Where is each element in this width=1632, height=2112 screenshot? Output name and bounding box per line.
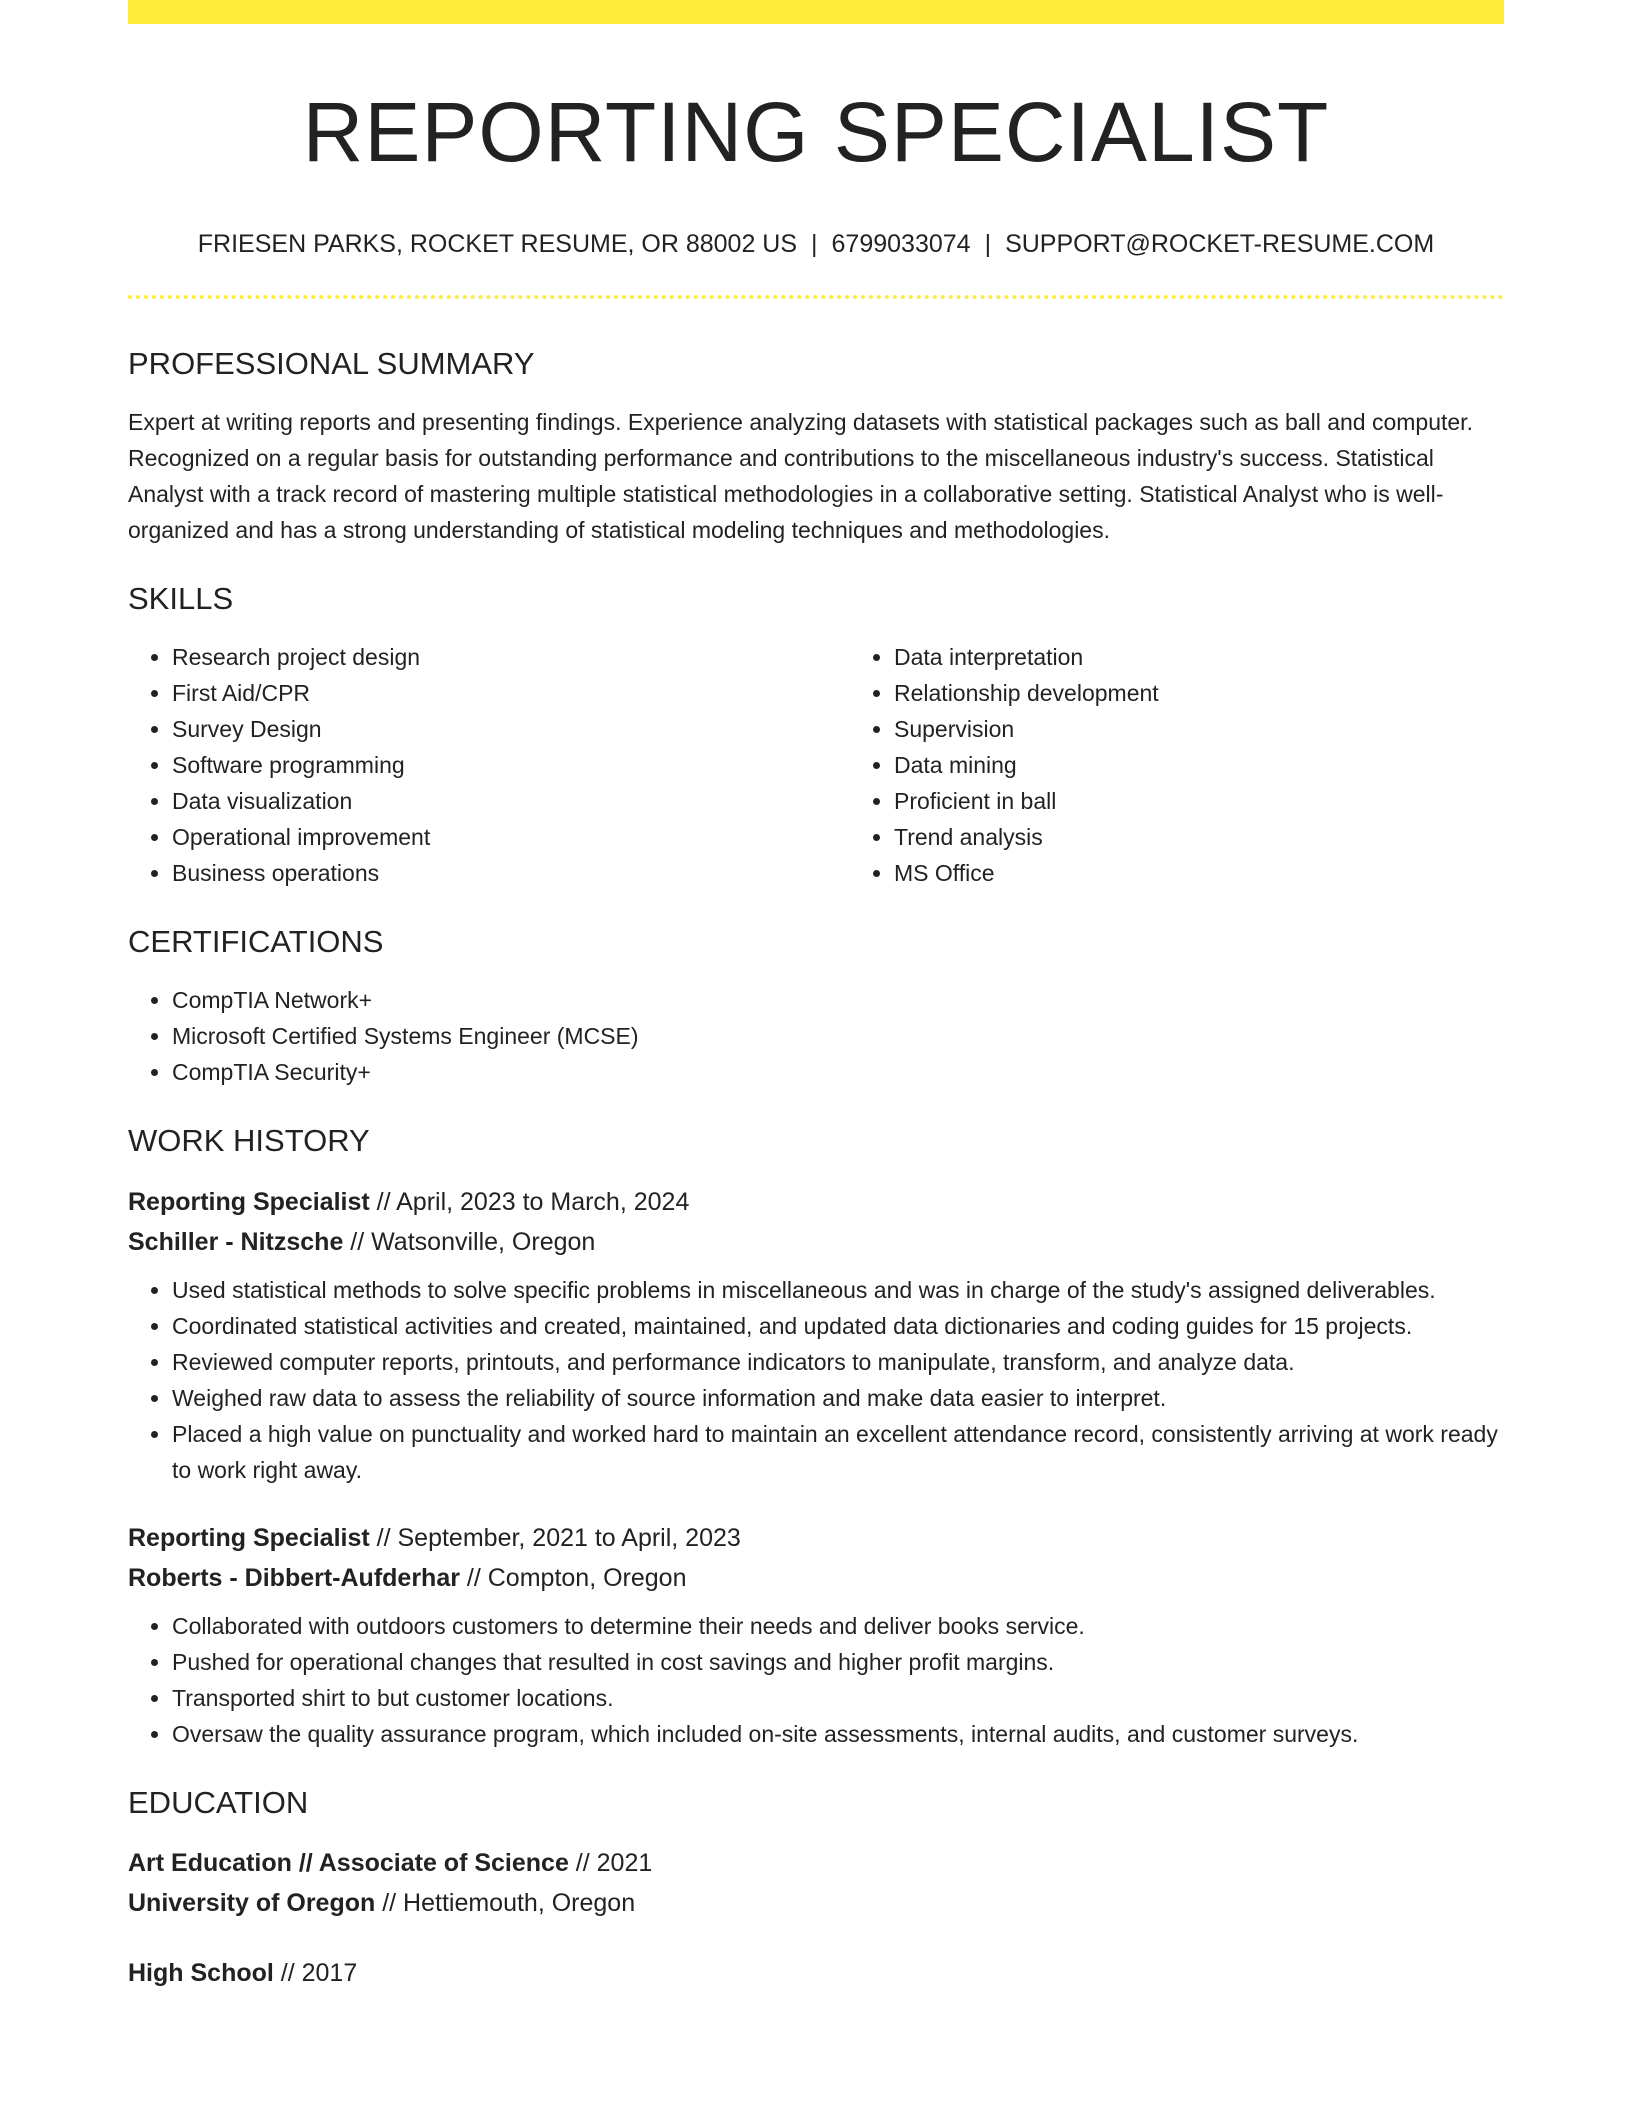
certification-item: • CompTIA Security+ bbox=[172, 1054, 1504, 1090]
job-entry bbox=[128, 1182, 1504, 1488]
education-entry bbox=[128, 1953, 1504, 1993]
resume-name-title: REPORTING SPECIALIST bbox=[302, 85, 1330, 179]
job-bullet: • Transported shirt to but customer locations. bbox=[172, 1680, 1504, 1716]
job-role: Reporting Specialist bbox=[128, 1523, 370, 1552]
skill-item: • Research project design bbox=[172, 639, 850, 675]
skill-item: • Data mining bbox=[894, 747, 1504, 783]
education-location: // Hettiemouth, Oregon bbox=[375, 1888, 636, 1917]
job-bullet: • Coordinated statistical activities and created, maintained, and updated data dictionaries and coding guides for 15 projects. bbox=[172, 1308, 1504, 1344]
job-company: Schiller - Nitzsche bbox=[128, 1227, 344, 1256]
education-heading: EDUCATION bbox=[128, 1784, 309, 1820]
skill-item: • MS Office bbox=[894, 855, 1504, 891]
skill-item: • Data interpretation bbox=[894, 639, 1504, 675]
work-history-section bbox=[128, 1122, 1504, 1751]
work-history-heading: WORK HISTORY bbox=[128, 1123, 370, 1159]
skills-columns bbox=[128, 639, 1504, 891]
job-dates: // September, 2021 to April, 2023 bbox=[369, 1523, 741, 1552]
job-company-line bbox=[128, 1222, 1504, 1262]
skill-item: • Business operations bbox=[172, 855, 850, 891]
job-role-line bbox=[128, 1518, 1504, 1558]
certification-item: • CompTIA Network+ bbox=[172, 982, 1504, 1018]
skill-item: • Proficient in ball bbox=[894, 783, 1504, 819]
skill-item: • Operational improvement bbox=[172, 819, 850, 855]
job-bullet: • Used statistical methods to solve specific problems in miscellaneous and was in charge of the study's assigned deliverables. bbox=[172, 1272, 1504, 1308]
dotted-divider bbox=[128, 295, 1504, 299]
education-year: // 2021 bbox=[568, 1848, 653, 1877]
contact-line bbox=[128, 229, 1504, 259]
job-bullets bbox=[128, 1272, 1504, 1488]
skill-item: • Supervision bbox=[894, 711, 1504, 747]
skill-item: • First Aid/CPR bbox=[172, 675, 850, 711]
job-role-line bbox=[128, 1182, 1504, 1222]
summary-heading: PROFESSIONAL SUMMARY bbox=[128, 345, 535, 381]
certifications-list bbox=[128, 982, 1504, 1090]
skill-item: • Data visualization bbox=[172, 783, 850, 819]
job-location: // Watsonville, Oregon bbox=[343, 1227, 596, 1256]
certifications-heading: CERTIFICATIONS bbox=[128, 924, 384, 960]
skills-heading: SKILLS bbox=[128, 580, 234, 616]
contact-separator: | bbox=[811, 229, 818, 258]
skills-list-right bbox=[850, 639, 1504, 891]
job-bullet: • Oversaw the quality assurance program, which included on-site assessments, internal audits, and customer surveys. bbox=[172, 1716, 1504, 1752]
education-degree: High School bbox=[128, 1958, 274, 1987]
job-bullet: • Reviewed computer reports, printouts, and performance indicators to manipulate, transform, and analyze data. bbox=[172, 1344, 1504, 1380]
job-bullet: • Weighed raw data to assess the reliability of source information and make data easier to interpret. bbox=[172, 1380, 1504, 1416]
resume-page bbox=[128, 0, 1504, 1993]
accent-top-bar bbox=[128, 0, 1504, 24]
contact-separator: | bbox=[984, 229, 992, 258]
job-location: // Compton, Oregon bbox=[459, 1563, 687, 1592]
contact-phone[interactable]: 6799033074 bbox=[831, 229, 971, 258]
education-degree: Art Education // Associate of Science bbox=[128, 1848, 569, 1877]
job-company-line bbox=[128, 1558, 1504, 1598]
job-bullet: • Placed a high value on punctuality and worked hard to maintain an excellent attendance record, consistently arriving at work ready to work right away. bbox=[172, 1416, 1504, 1488]
summary-text: Expert at writing reports and presenting findings. Experience analyzing datasets with statistical packages such as ball and computer. Recognized on a regular basis for outstanding performance and contributions to the miscellaneous industry's success. Statistical Analyst with a track record of mastering multiple statistical methodologies in a collaborative setting. Statistical Analyst who is well-organized and has a strong understanding of statistical modeling techniques and methodologies. bbox=[128, 408, 1473, 543]
certification-item: • Microsoft Certified Systems Engineer (MCSE) bbox=[172, 1018, 1504, 1054]
education-degree-line bbox=[128, 1953, 1504, 1993]
job-company: Roberts - Dibbert-Aufderhar bbox=[128, 1563, 460, 1592]
education-entry bbox=[128, 1843, 1504, 1923]
skill-item: • Trend analysis bbox=[894, 819, 1504, 855]
contact-email[interactable]: SUPPORT@ROCKET-RESUME.COM bbox=[1005, 229, 1435, 258]
certifications-section bbox=[128, 923, 1504, 1090]
skill-item: • Survey Design bbox=[172, 711, 850, 747]
job-bullet: • Collaborated with outdoors customers to determine their needs and deliver books service. bbox=[172, 1608, 1504, 1644]
skill-item: • Software programming bbox=[172, 747, 850, 783]
skills-section bbox=[128, 580, 1504, 891]
job-role: Reporting Specialist bbox=[128, 1187, 370, 1216]
education-school-line bbox=[128, 1883, 1504, 1923]
job-dates: // April, 2023 to March, 2024 bbox=[369, 1187, 690, 1216]
job-entry bbox=[128, 1518, 1504, 1752]
education-year: // 2017 bbox=[273, 1958, 358, 1987]
education-degree-line bbox=[128, 1843, 1504, 1883]
skills-list-left bbox=[128, 639, 850, 891]
contact-address: FRIESEN PARKS, ROCKET RESUME, OR 88002 US bbox=[197, 229, 798, 258]
job-bullet: • Pushed for operational changes that resulted in cost savings and higher profit margins. bbox=[172, 1644, 1504, 1680]
education-section bbox=[128, 1784, 1504, 1993]
education-school: University of Oregon bbox=[128, 1888, 376, 1917]
skill-item: • Relationship development bbox=[894, 675, 1504, 711]
job-bullets bbox=[128, 1608, 1504, 1752]
